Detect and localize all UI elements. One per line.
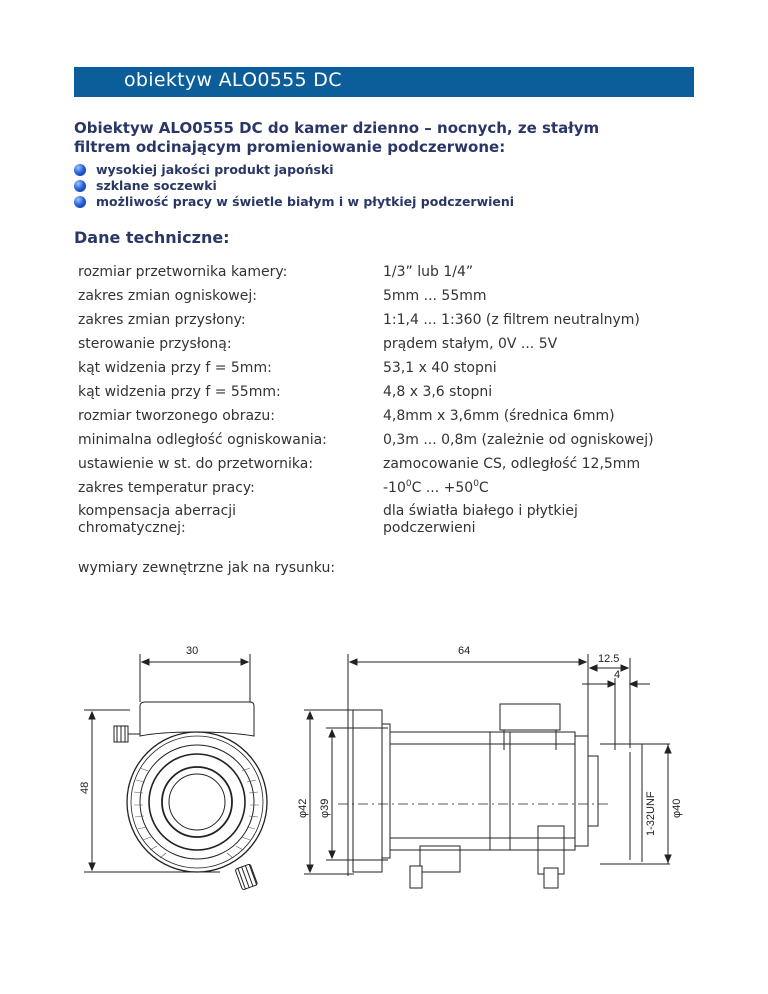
spec-value: zamocowanie CS, odległość 12,5mm bbox=[383, 456, 641, 472]
dim-front-width: 30 bbox=[186, 645, 199, 657]
spec-key: zakres temperatur pracy: bbox=[78, 480, 255, 496]
spec-value: 4,8 x 3,6 stopni bbox=[383, 384, 493, 400]
spec-key: rozmiar tworzonego obrazu: bbox=[78, 408, 275, 424]
feature-item: wysokiej jakości produkt japoński bbox=[74, 162, 514, 178]
spec-value: $-10^0C$ ... $+50^0C$ bbox=[383, 479, 489, 496]
spec-key: kąt widzenia przy f = 5mm: bbox=[78, 360, 272, 376]
bullet-icon bbox=[74, 164, 86, 176]
spec-row-temperature bbox=[78, 479, 718, 503]
spec-row bbox=[78, 287, 718, 311]
spec-key: zakres zmian ogniskowej: bbox=[78, 288, 257, 304]
spec-row bbox=[78, 431, 718, 455]
feature-list bbox=[74, 162, 514, 210]
dim-front-height: 48 bbox=[79, 781, 91, 794]
intro-line-2: filtrem odcinającym promieniowanie podczerwone: bbox=[74, 138, 506, 156]
spec-row bbox=[78, 455, 718, 479]
spec-value: dla światła białego i płytkiej podczerwieni bbox=[383, 503, 578, 536]
spec-value: 1:1,4 ... 1:360 (z filtrem neutralnym) bbox=[383, 312, 640, 328]
dim-dia-40: φ40 bbox=[671, 798, 683, 818]
spec-value: prądem stałym, 0V ... 5V bbox=[383, 336, 558, 352]
specs-heading: Dane techniczne: bbox=[74, 228, 230, 247]
bullet-icon bbox=[74, 180, 86, 192]
lens-technical-drawing bbox=[70, 640, 710, 900]
spec-row bbox=[78, 407, 718, 431]
spec-key: rozmiar przetwornika kamery: bbox=[78, 264, 288, 280]
spec-row bbox=[78, 335, 718, 359]
intro-text bbox=[74, 119, 694, 157]
dim-step: 4 bbox=[614, 669, 621, 681]
specs-table bbox=[78, 263, 718, 543]
front-view-drawing bbox=[84, 654, 267, 890]
spec-key: ustawienie w st. do przetwornika: bbox=[78, 456, 314, 472]
dimensions-caption: wymiary zewnętrzne jak na rysunku: bbox=[78, 560, 336, 576]
intro-line-1: Obiektyw ALO0555 DC do kamer dzienno – nocnych, ze stałym bbox=[74, 119, 600, 137]
dim-length: 64 bbox=[458, 645, 471, 657]
dim-dia-39: φ39 bbox=[319, 798, 331, 818]
bullet-icon bbox=[74, 196, 86, 208]
feature-item: szklane soczewki bbox=[74, 178, 514, 194]
spec-value: 4,8mm x 3,6mm (średnica 6mm) bbox=[383, 408, 615, 424]
spec-value: 0,3m ... 0,8m (zależnie od ogniskowej) bbox=[383, 432, 654, 448]
spec-row bbox=[78, 359, 718, 383]
spec-row bbox=[78, 311, 718, 335]
side-view-drawing bbox=[304, 654, 671, 888]
dim-thread: 1-32UNF bbox=[645, 791, 657, 836]
dim-dia-42: φ42 bbox=[297, 798, 309, 818]
spec-row bbox=[78, 263, 718, 287]
title-bar bbox=[74, 67, 694, 97]
spec-row bbox=[78, 383, 718, 407]
spec-value: 5mm ... 55mm bbox=[383, 288, 487, 304]
spec-value: 1/3” lub 1/4” bbox=[383, 264, 474, 280]
page-title: obiektyw ALO0555 DC bbox=[124, 69, 342, 91]
spec-row-aberration bbox=[78, 503, 718, 543]
spec-key: sterowanie przysłoną: bbox=[78, 336, 232, 352]
spec-key: minimalna odległość ogniskowania: bbox=[78, 432, 327, 448]
spec-key: kąt widzenia przy f = 55mm: bbox=[78, 384, 281, 400]
spec-key: zakres zmian przysłony: bbox=[78, 312, 246, 328]
dim-flange: 12.5 bbox=[598, 653, 620, 665]
spec-key: kompensacja aberracji chromatycznej: bbox=[78, 503, 237, 536]
feature-item: możliwość pracy w świetle białym i w płytkiej podczerwieni bbox=[74, 194, 514, 210]
spec-value: 53,1 x 40 stopni bbox=[383, 360, 497, 376]
